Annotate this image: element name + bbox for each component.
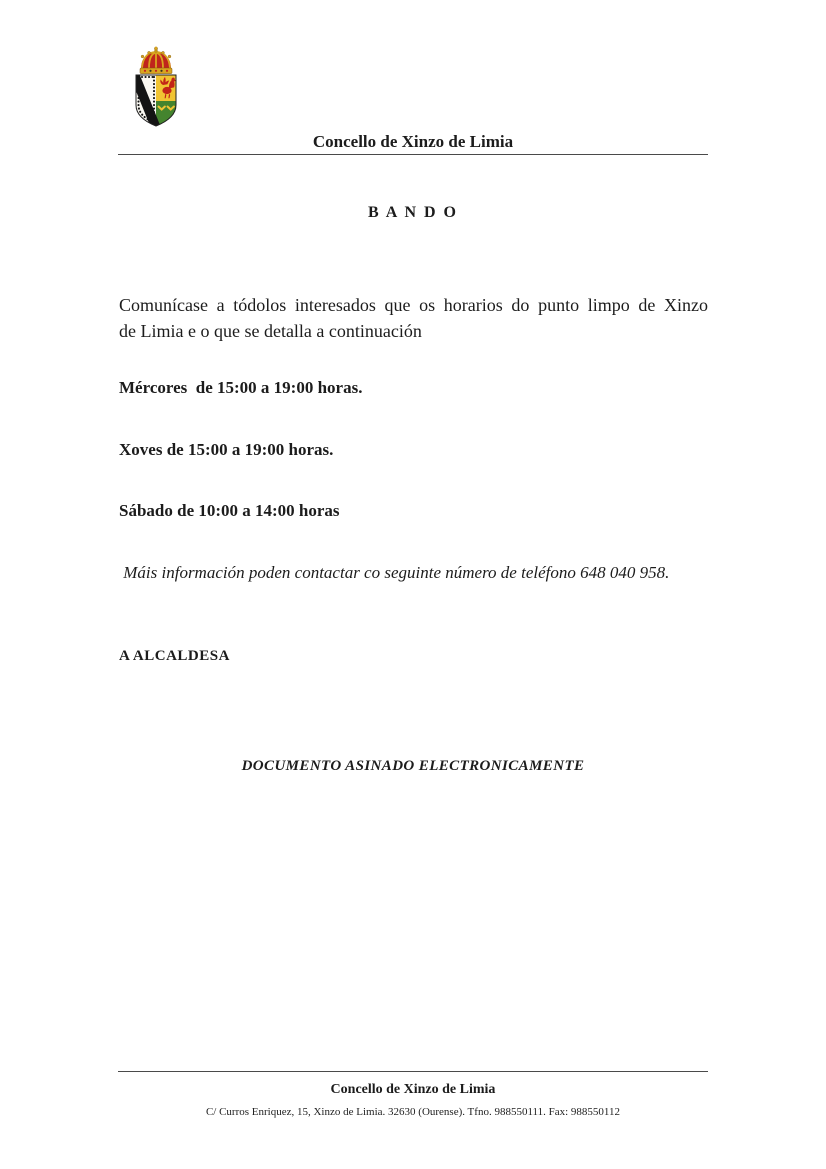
intro-line: de Limia e o que se detalla a continuación xyxy=(119,321,422,341)
document-title: B A N D O xyxy=(367,204,458,221)
schedule-line-mercores: Mércores de 15:00 a 19:00 horas. xyxy=(119,378,363,397)
header-municipality-title: Concello de Xinzo de Limia xyxy=(312,132,514,151)
contact-info-note: Máis información poden contactar co seguinte número de teléfono 648 040 958. xyxy=(119,563,670,582)
schedule-line-xoves: Xoves de 15:00 a 19:00 horas. xyxy=(119,440,334,459)
crown xyxy=(140,46,172,73)
footer-divider xyxy=(118,1071,708,1072)
coat-of-arms-icon xyxy=(129,46,183,128)
signature-title: A ALCALDESA xyxy=(119,648,230,664)
header-divider xyxy=(118,154,708,155)
schedule-line-sabado: Sábado de 10:00 a 14:00 horas xyxy=(119,501,340,520)
intro-paragraph xyxy=(119,292,708,344)
footer-address: C/ Curros Enriquez, 15, Xinzo de Limia. 32630 (Ourense). Tfno. 988550111. Fax: 988550112 xyxy=(205,1106,621,1118)
intro-line: Comunícase a tódolos interesados que os horarios do punto limpo de Xinzo xyxy=(119,295,708,315)
footer-municipality-title: Concello de Xinzo de Limia xyxy=(330,1082,496,1097)
municipal-crest xyxy=(129,46,183,128)
electronic-signature-note: DOCUMENTO ASINADO ELECTRONICAMENTE xyxy=(241,758,585,774)
